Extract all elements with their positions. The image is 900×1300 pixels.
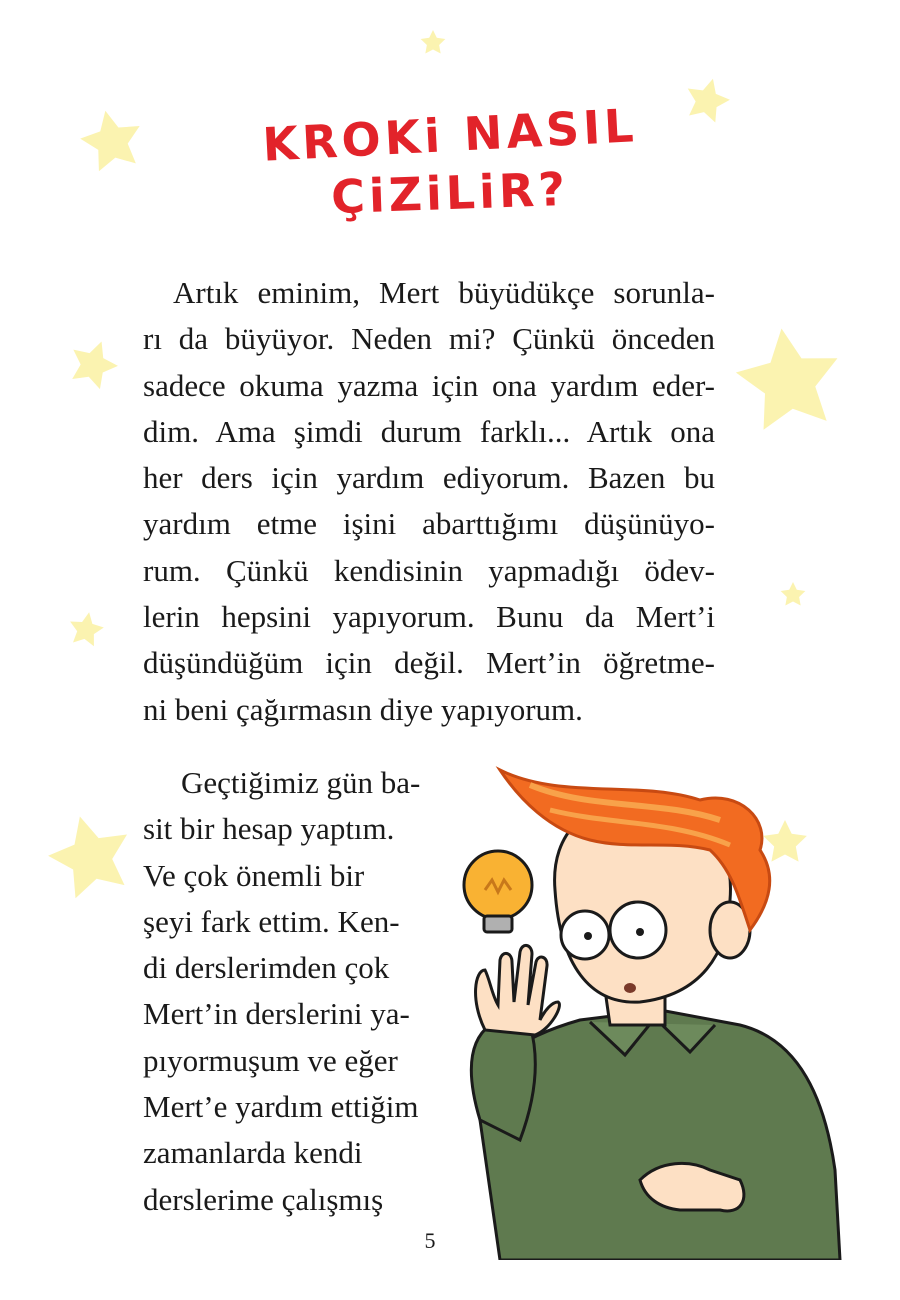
text-line: Mert’e yardım ettiğim	[143, 1089, 419, 1125]
body-paragraph-1	[143, 270, 715, 733]
text-line: di derslerimden çok	[143, 950, 390, 986]
text-line: her ders için yardım ediyorum. Bazen bu	[143, 460, 715, 496]
lightbulb-icon	[464, 851, 532, 932]
text-line: Artık eminim, Mert büyüdükçe sorunla-	[173, 275, 715, 310]
star-icon	[68, 340, 118, 390]
body-paragraph-2	[143, 760, 453, 1223]
text-line: zamanlarda kendi	[143, 1135, 363, 1171]
text-line: rı da büyüyor. Neden mi? Çünkü önceden	[143, 321, 715, 357]
text-line: yardım etme işini abarttığımı düşünüyo-	[143, 506, 715, 542]
text-line: pıyormuşum ve eğer	[143, 1042, 398, 1078]
text-line: Mert’in derslerini ya-	[143, 996, 410, 1032]
text-line: dim. Ama şimdi durum farklı... Artık ona	[143, 413, 715, 449]
text-line: derslerime çalışmış	[143, 1181, 384, 1217]
text-line: rum. Çünkü kendisinin yapmadığı ödev-	[143, 552, 715, 588]
chapter-title-line-1: KROKi NASIL	[261, 98, 639, 172]
text-line: lerin hepsini yapıyorum. Bunu da Mert’i	[143, 599, 715, 635]
star-icon	[780, 582, 806, 608]
star-icon	[48, 815, 134, 901]
star-icon	[68, 612, 104, 648]
boy-illustration	[440, 740, 850, 1260]
text-line: şeyi fark ettim. Ken-	[143, 903, 400, 939]
chapter-title-line-2: ÇiZiLiR?	[330, 161, 570, 225]
star-icon	[735, 328, 843, 436]
text-line: Geçtiğimiz gün ba-	[181, 765, 421, 800]
text-line: sit bir hesap yaptım.	[143, 811, 395, 847]
star-icon	[420, 30, 446, 56]
text-line: ni beni çağırmasın diye yapıyorum.	[143, 691, 583, 727]
page-number: 5	[424, 1228, 436, 1253]
text-line: düşündüğüm için değil. Mert’in öğretme-	[143, 645, 715, 681]
text-line: Ve çok önemli bir	[143, 857, 365, 893]
text-line: sadece okuma yazma için ona yardım eder-	[143, 367, 715, 403]
